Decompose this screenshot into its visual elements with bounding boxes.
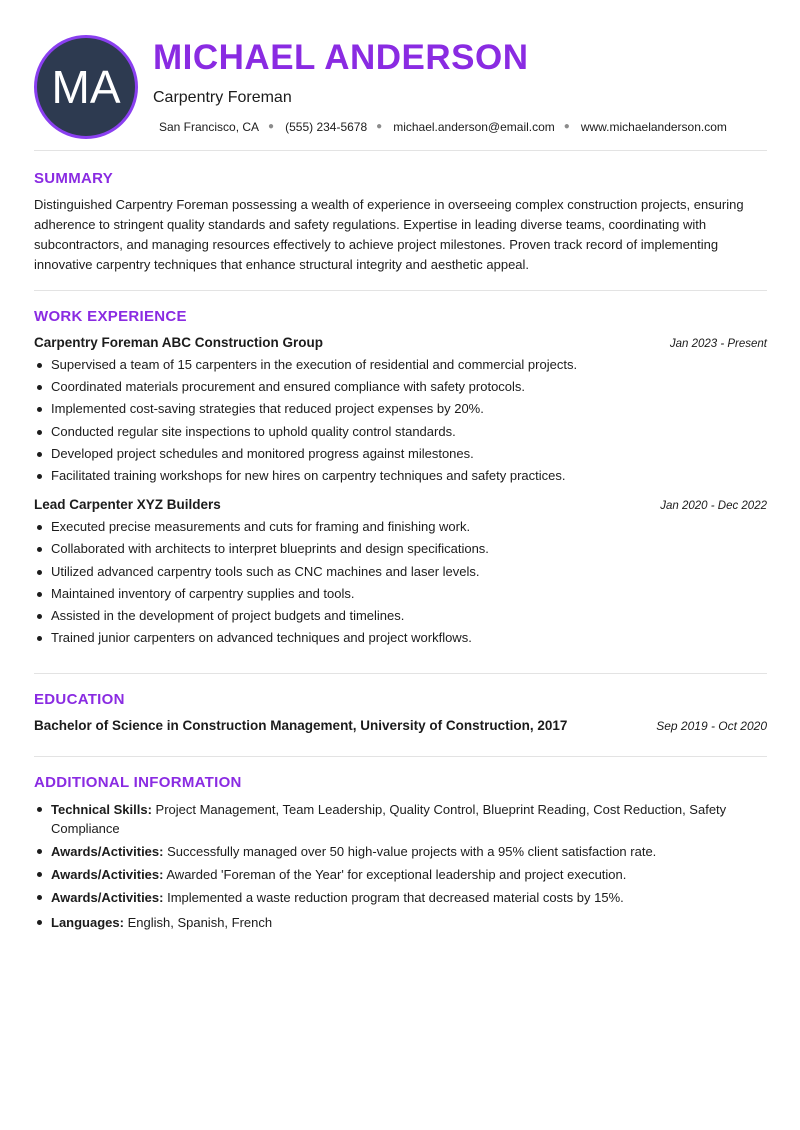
job-date: Jan 2023 - Present bbox=[669, 338, 767, 350]
list-item: Trained junior carpenters on advanced techniques and project workflows. bbox=[34, 627, 767, 649]
contact-phone: (555) 234-5678 bbox=[285, 120, 368, 134]
summary-section bbox=[34, 170, 767, 275]
resume-page bbox=[34, 0, 767, 936]
degree: Bachelor of Science in Construction Management, University of Construction, 2017 bbox=[34, 718, 568, 734]
section-divider bbox=[34, 673, 767, 674]
list-item: Coordinated materials procurement and ensured compliance with safety protocols. bbox=[34, 376, 767, 398]
job-title: Carpentry Foreman ABC Construction Group bbox=[34, 335, 324, 350]
additional-section bbox=[34, 774, 767, 932]
job-title: Lead Carpenter XYZ Builders bbox=[34, 497, 221, 513]
section-divider bbox=[34, 290, 767, 291]
contact-bar bbox=[159, 120, 727, 134]
resume-header bbox=[34, 0, 767, 150]
info-text: English, Spanish, French bbox=[123, 915, 273, 931]
contact-location: San Francisco, CA bbox=[159, 120, 260, 134]
info-label: Technical Skills: bbox=[51, 802, 152, 818]
job-header bbox=[34, 497, 767, 512]
list-item: Implemented cost-saving strategies that reduced project expenses by 20%. bbox=[34, 398, 767, 420]
list-item: Developed project schedules and monitored progress against milestones. bbox=[34, 443, 767, 465]
list-item: Executed precise measurements and cuts for framing and finishing work. bbox=[34, 516, 767, 538]
experience-section bbox=[34, 308, 767, 649]
job-header bbox=[34, 335, 767, 350]
avatar bbox=[34, 35, 138, 139]
additional-list bbox=[34, 800, 767, 932]
section-title-additional: ADDITIONAL INFORMATION bbox=[34, 774, 242, 792]
info-label: Awards/Activities: bbox=[51, 890, 164, 906]
section-title-summary: SUMMARY bbox=[34, 170, 114, 187]
list-item bbox=[34, 865, 767, 884]
list-item bbox=[34, 842, 767, 861]
info-text: Project Management, Team Leadership, Quality Control, Blueprint Reading, Cost Reduction, Safety Compliance bbox=[51, 802, 727, 837]
education-entry bbox=[34, 718, 767, 733]
section-title-education: EDUCATION bbox=[34, 691, 125, 709]
list-item: Maintained inventory of carpentry supplies and tools. bbox=[34, 583, 767, 605]
info-text: Successfully managed over 50 high-value projects with a 95% client satisfaction rate. bbox=[163, 844, 657, 860]
list-item: Supervised a team of 15 carpenters in the execution of residential and commercial projects. bbox=[34, 354, 767, 376]
info-label: Awards/Activities: bbox=[51, 844, 164, 860]
list-item bbox=[34, 888, 767, 907]
info-text: Awarded 'Foreman of the Year' for exceptional leadership and project execution. bbox=[163, 867, 627, 883]
list-item bbox=[34, 800, 767, 838]
contact-email[interactable]: michael.anderson@email.com bbox=[393, 120, 555, 134]
education-date: Sep 2019 - Oct 2020 bbox=[656, 719, 767, 734]
list-item bbox=[34, 913, 767, 932]
list-item: Utilized advanced carpentry tools such as CNC machines and laser levels. bbox=[34, 561, 767, 583]
list-item: Facilitated training workshops for new hires on carpentry techniques and safety practices. bbox=[34, 465, 767, 487]
section-divider bbox=[34, 756, 767, 757]
job-date: Jan 2020 - Dec 2022 bbox=[660, 500, 767, 513]
candidate-role: Carpentry Foreman bbox=[153, 89, 292, 106]
section-title-experience: WORK EXPERIENCE bbox=[34, 308, 187, 325]
job-entry bbox=[34, 335, 767, 487]
job-bullets bbox=[34, 354, 767, 487]
candidate-name: MICHAEL ANDERSON bbox=[153, 38, 529, 77]
list-item: Collaborated with architects to interpret blueprints and design specifications. bbox=[34, 538, 767, 560]
job-entry bbox=[34, 497, 767, 649]
list-item: Conducted regular site inspections to uphold quality control standards. bbox=[34, 421, 767, 443]
separator-dot-icon: ● bbox=[268, 121, 275, 132]
education-section bbox=[34, 691, 767, 733]
job-bullets bbox=[34, 516, 767, 649]
separator-dot-icon: ● bbox=[376, 121, 383, 132]
info-label: Languages: bbox=[51, 915, 124, 931]
section-divider bbox=[34, 150, 767, 151]
list-item: Assisted in the development of project budgets and timelines. bbox=[34, 605, 767, 627]
info-label: Awards/Activities: bbox=[51, 867, 164, 883]
separator-dot-icon: ● bbox=[563, 121, 570, 132]
info-text: Implemented a waste reduction program that decreased material costs by 15%. bbox=[163, 890, 624, 906]
avatar-initials: MA bbox=[51, 61, 121, 113]
contact-website[interactable]: www.michaelanderson.com bbox=[580, 120, 727, 134]
summary-text: Distinguished Carpentry Foreman possessing a wealth of experience in overseeing complex construction projects, ensuring adherence to stringent quality standards and safety regulations. Expertise in leading diverse teams, coordinating with subcontractors, and managing resources effectively to achieve project milestones. Proven track record of implementing innovative carpentry techniques that enhance structural integrity and aesthetic appeal. bbox=[34, 197, 744, 272]
